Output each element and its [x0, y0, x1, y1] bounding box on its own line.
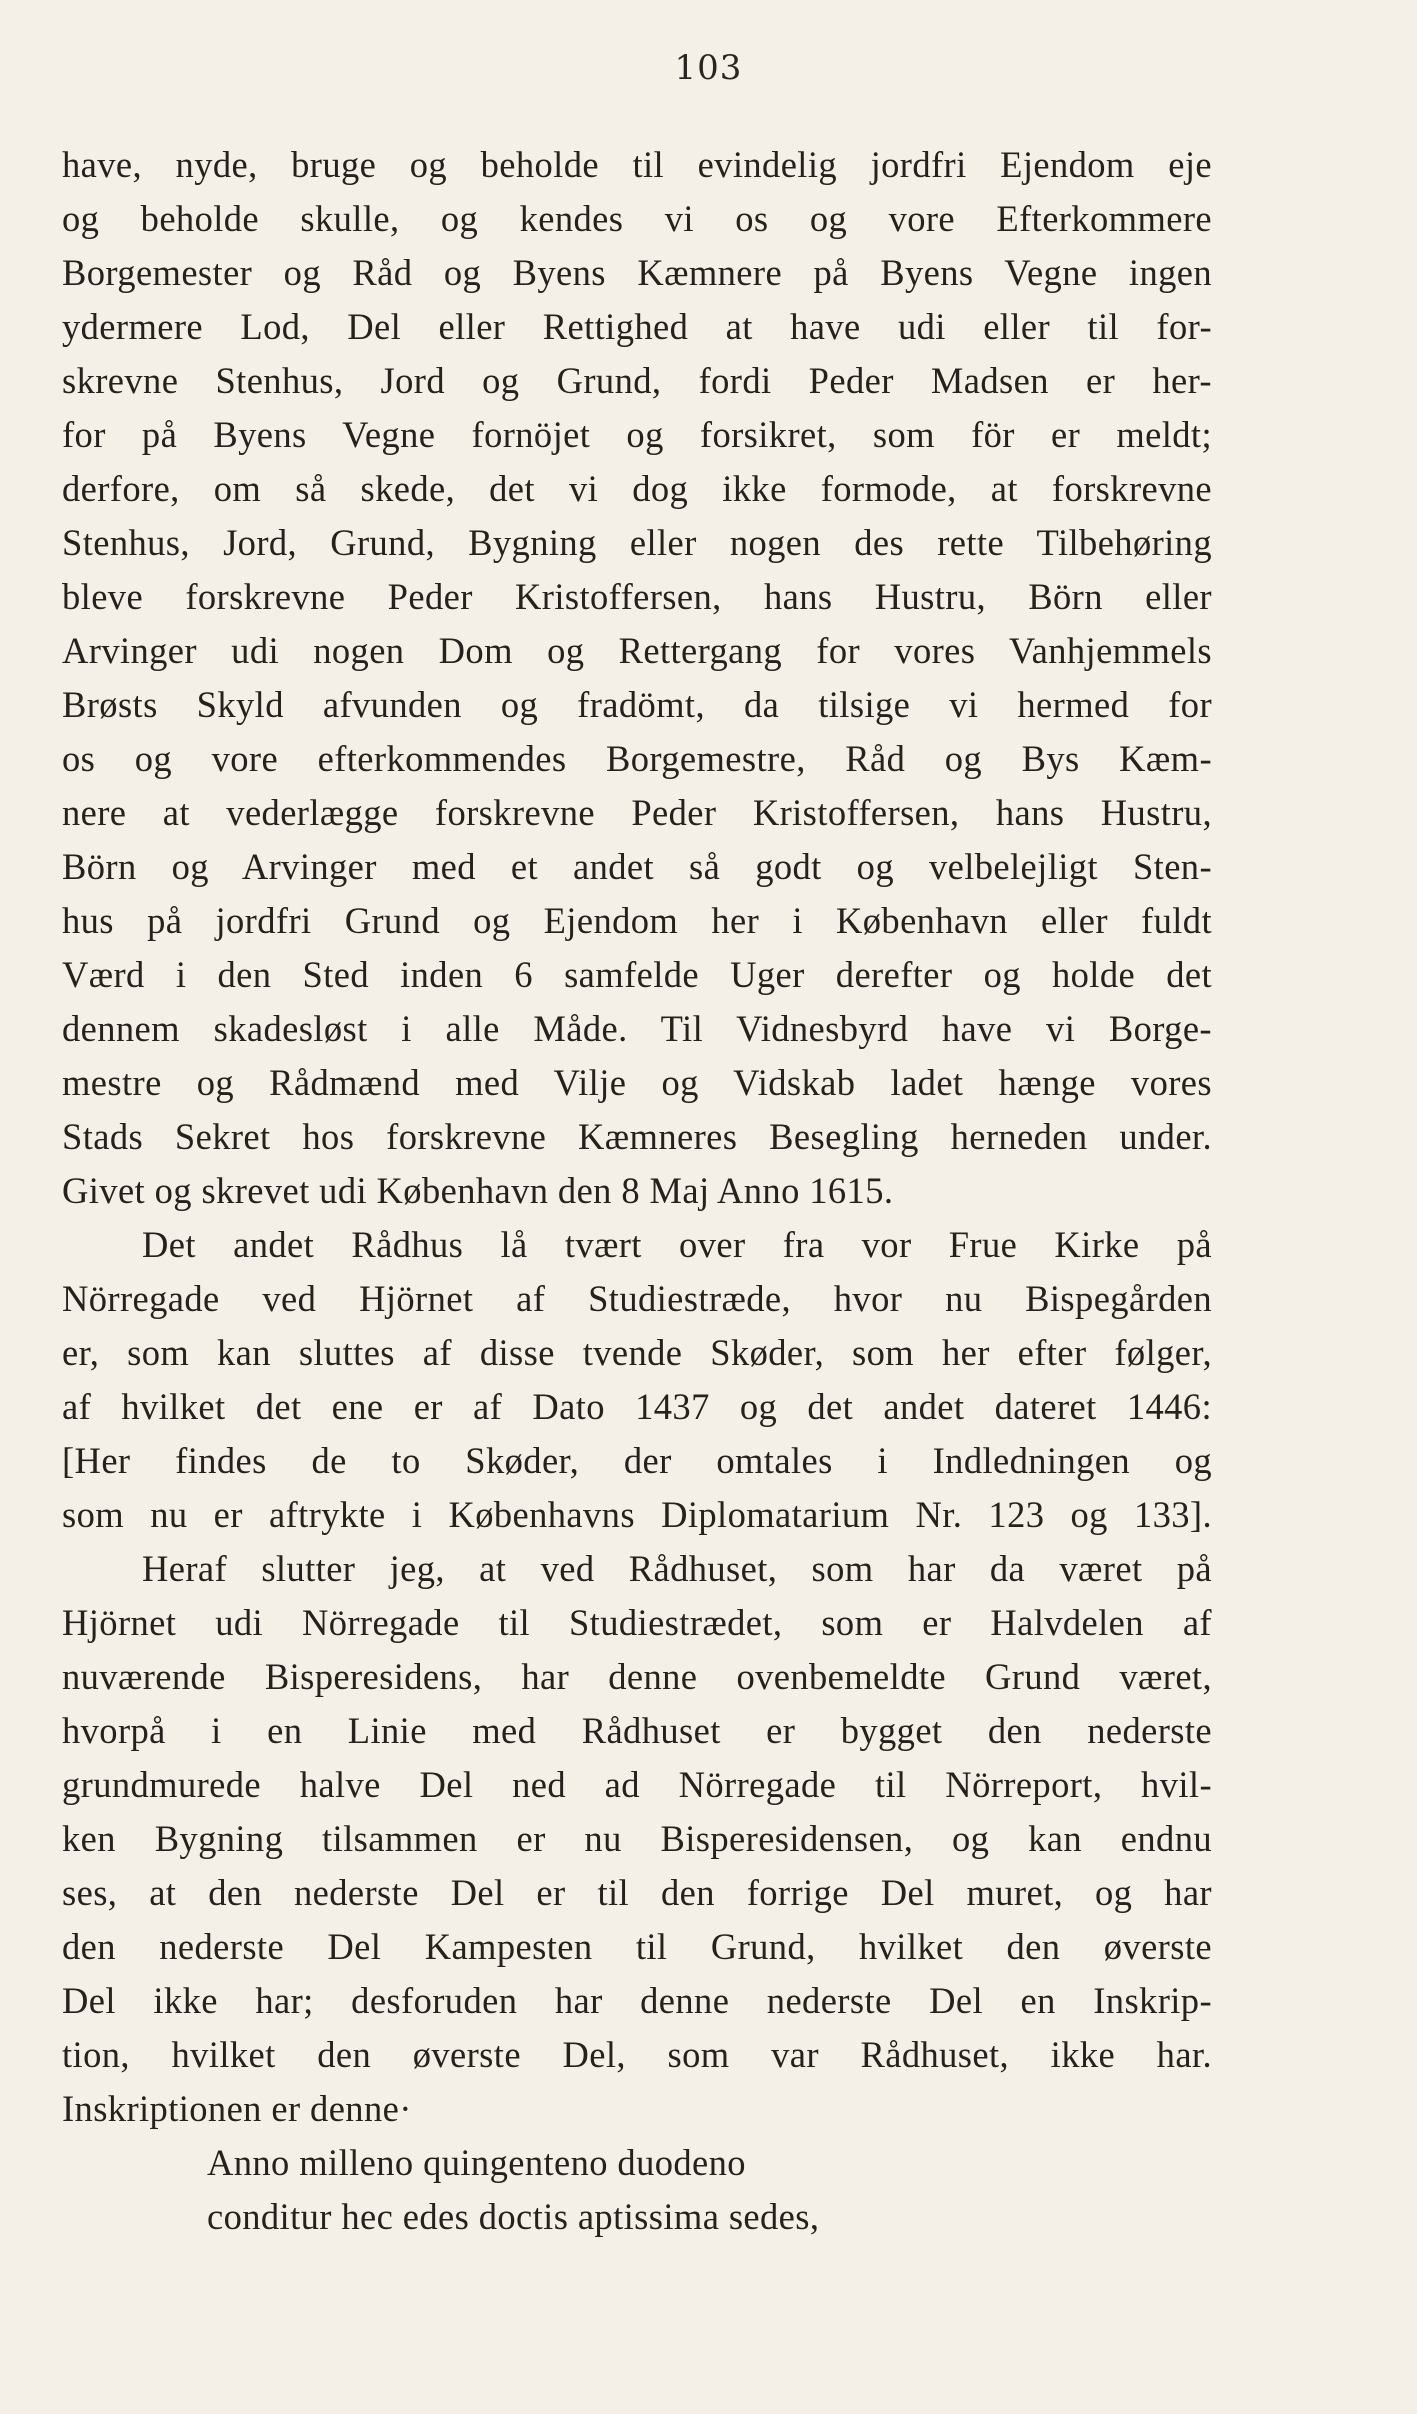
- text-line: ydermere Lod, Del eller Rettighed at have udi eller til for-: [62, 306, 1212, 347]
- text-line: Del ikke har; desforuden har denne nederste Del en Inskrip-: [62, 1980, 1212, 2021]
- text-line: [Her findes de to Skøder, der omtales i Indledningen og: [62, 1440, 1212, 1481]
- text-line: Börn og Arvinger med et andet så godt og velbelejligt Sten-: [62, 846, 1212, 887]
- text-line: Stenhus, Jord, Grund, Bygning eller nogen des rette Tilbehøring: [62, 522, 1212, 563]
- text-line: Nörregade ved Hjörnet af Studiestræde, hvor nu Bispegården: [62, 1278, 1212, 1319]
- text-line: bleve forskrevne Peder Kristoffersen, hans Hustru, Börn eller: [62, 576, 1212, 617]
- text-line: Arvinger udi nogen Dom og Rettergang for vores Vanhjemmels: [62, 630, 1212, 671]
- text-line: derfore, om så skede, det vi dog ikke formode, at forskrevne: [62, 468, 1212, 509]
- text-line: nuværende Bisperesidens, har denne ovenbemeldte Grund været,: [62, 1656, 1212, 1697]
- text-line: ken Bygning tilsammen er nu Bisperesidensen, og kan endnu: [62, 1818, 1212, 1859]
- text-line: have, nyde, bruge og beholde til evindelig jordfri Ejendom eje: [62, 144, 1212, 185]
- body-text: [62, 138, 1212, 2244]
- text-line: Værd i den Sted inden 6 samfelde Uger derefter og holde det: [62, 954, 1212, 995]
- text-line: Stads Sekret hos forskrevne Kæmneres Besegling herneden under.: [62, 1116, 1212, 1157]
- text-line: tion, hvilket den øverste Del, som var Rådhuset, ikke har.: [62, 2034, 1212, 2075]
- text-line: Det andet Rådhus lå tvært over fra vor Frue Kirke på: [142, 1224, 1212, 1265]
- page-number: 103: [674, 48, 743, 88]
- text-line: Borgemester og Råd og Byens Kæmnere på Byens Vegne ingen: [62, 252, 1212, 293]
- text-line: hus på jordfri Grund og Ejendom her i København eller fuldt: [62, 900, 1212, 941]
- text-line: for på Byens Vegne fornöjet og forsikret, som för er meldt;: [62, 414, 1212, 455]
- text-line: hvorpå i en Linie med Rådhuset er bygget den nederste: [62, 1710, 1212, 1751]
- text-line: Givet og skrevet udi København den 8 Maj Anno 1615.: [62, 1170, 894, 1211]
- text-line: er, som kan sluttes af disse tvende Skøder, som her efter følger,: [62, 1332, 1212, 1373]
- text-line: skrevne Stenhus, Jord og Grund, fordi Peder Madsen er her-: [62, 360, 1212, 401]
- text-line: os og vore efterkommendes Borgemestre, Råd og Bys Kæm-: [62, 738, 1212, 779]
- text-line: den nederste Del Kampesten til Grund, hvilket den øverste: [62, 1926, 1212, 1967]
- text-line: Anno milleno quingenteno duodeno: [207, 2142, 746, 2183]
- text-line: Heraf slutter jeg, at ved Rådhuset, som har da været på: [142, 1548, 1212, 1589]
- text-line: ses, at den nederste Del er til den forrige Del muret, og har: [62, 1872, 1212, 1913]
- text-line: Hjörnet udi Nörregade til Studiestrædet, som er Halvdelen af: [62, 1602, 1212, 1643]
- text-line: af hvilket det ene er af Dato 1437 og det andet dateret 1446:: [62, 1386, 1212, 1427]
- text-line: mestre og Rådmænd med Vilje og Vidskab ladet hænge vores: [62, 1062, 1212, 1103]
- text-line: dennem skadesløst i alle Måde. Til Vidnesbyrd have vi Borge-: [62, 1008, 1212, 1049]
- text-line: og beholde skulle, og kendes vi os og vore Efterkommere: [62, 198, 1212, 239]
- text-line: grundmurede halve Del ned ad Nörregade til Nörreport, hvil-: [62, 1764, 1212, 1805]
- text-line: som nu er aftrykte i Københavns Diplomatarium Nr. 123 og 133].: [62, 1494, 1212, 1535]
- text-line: nere at vederlægge forskrevne Peder Kristoffersen, hans Hustru,: [62, 792, 1212, 833]
- text-line: conditur hec edes doctis aptissima sedes,: [207, 2196, 820, 2237]
- text-line: Inskriptionen er denne·: [62, 2088, 412, 2129]
- text-line: Brøsts Skyld afvunden og fradömt, da tilsige vi hermed for: [62, 684, 1212, 725]
